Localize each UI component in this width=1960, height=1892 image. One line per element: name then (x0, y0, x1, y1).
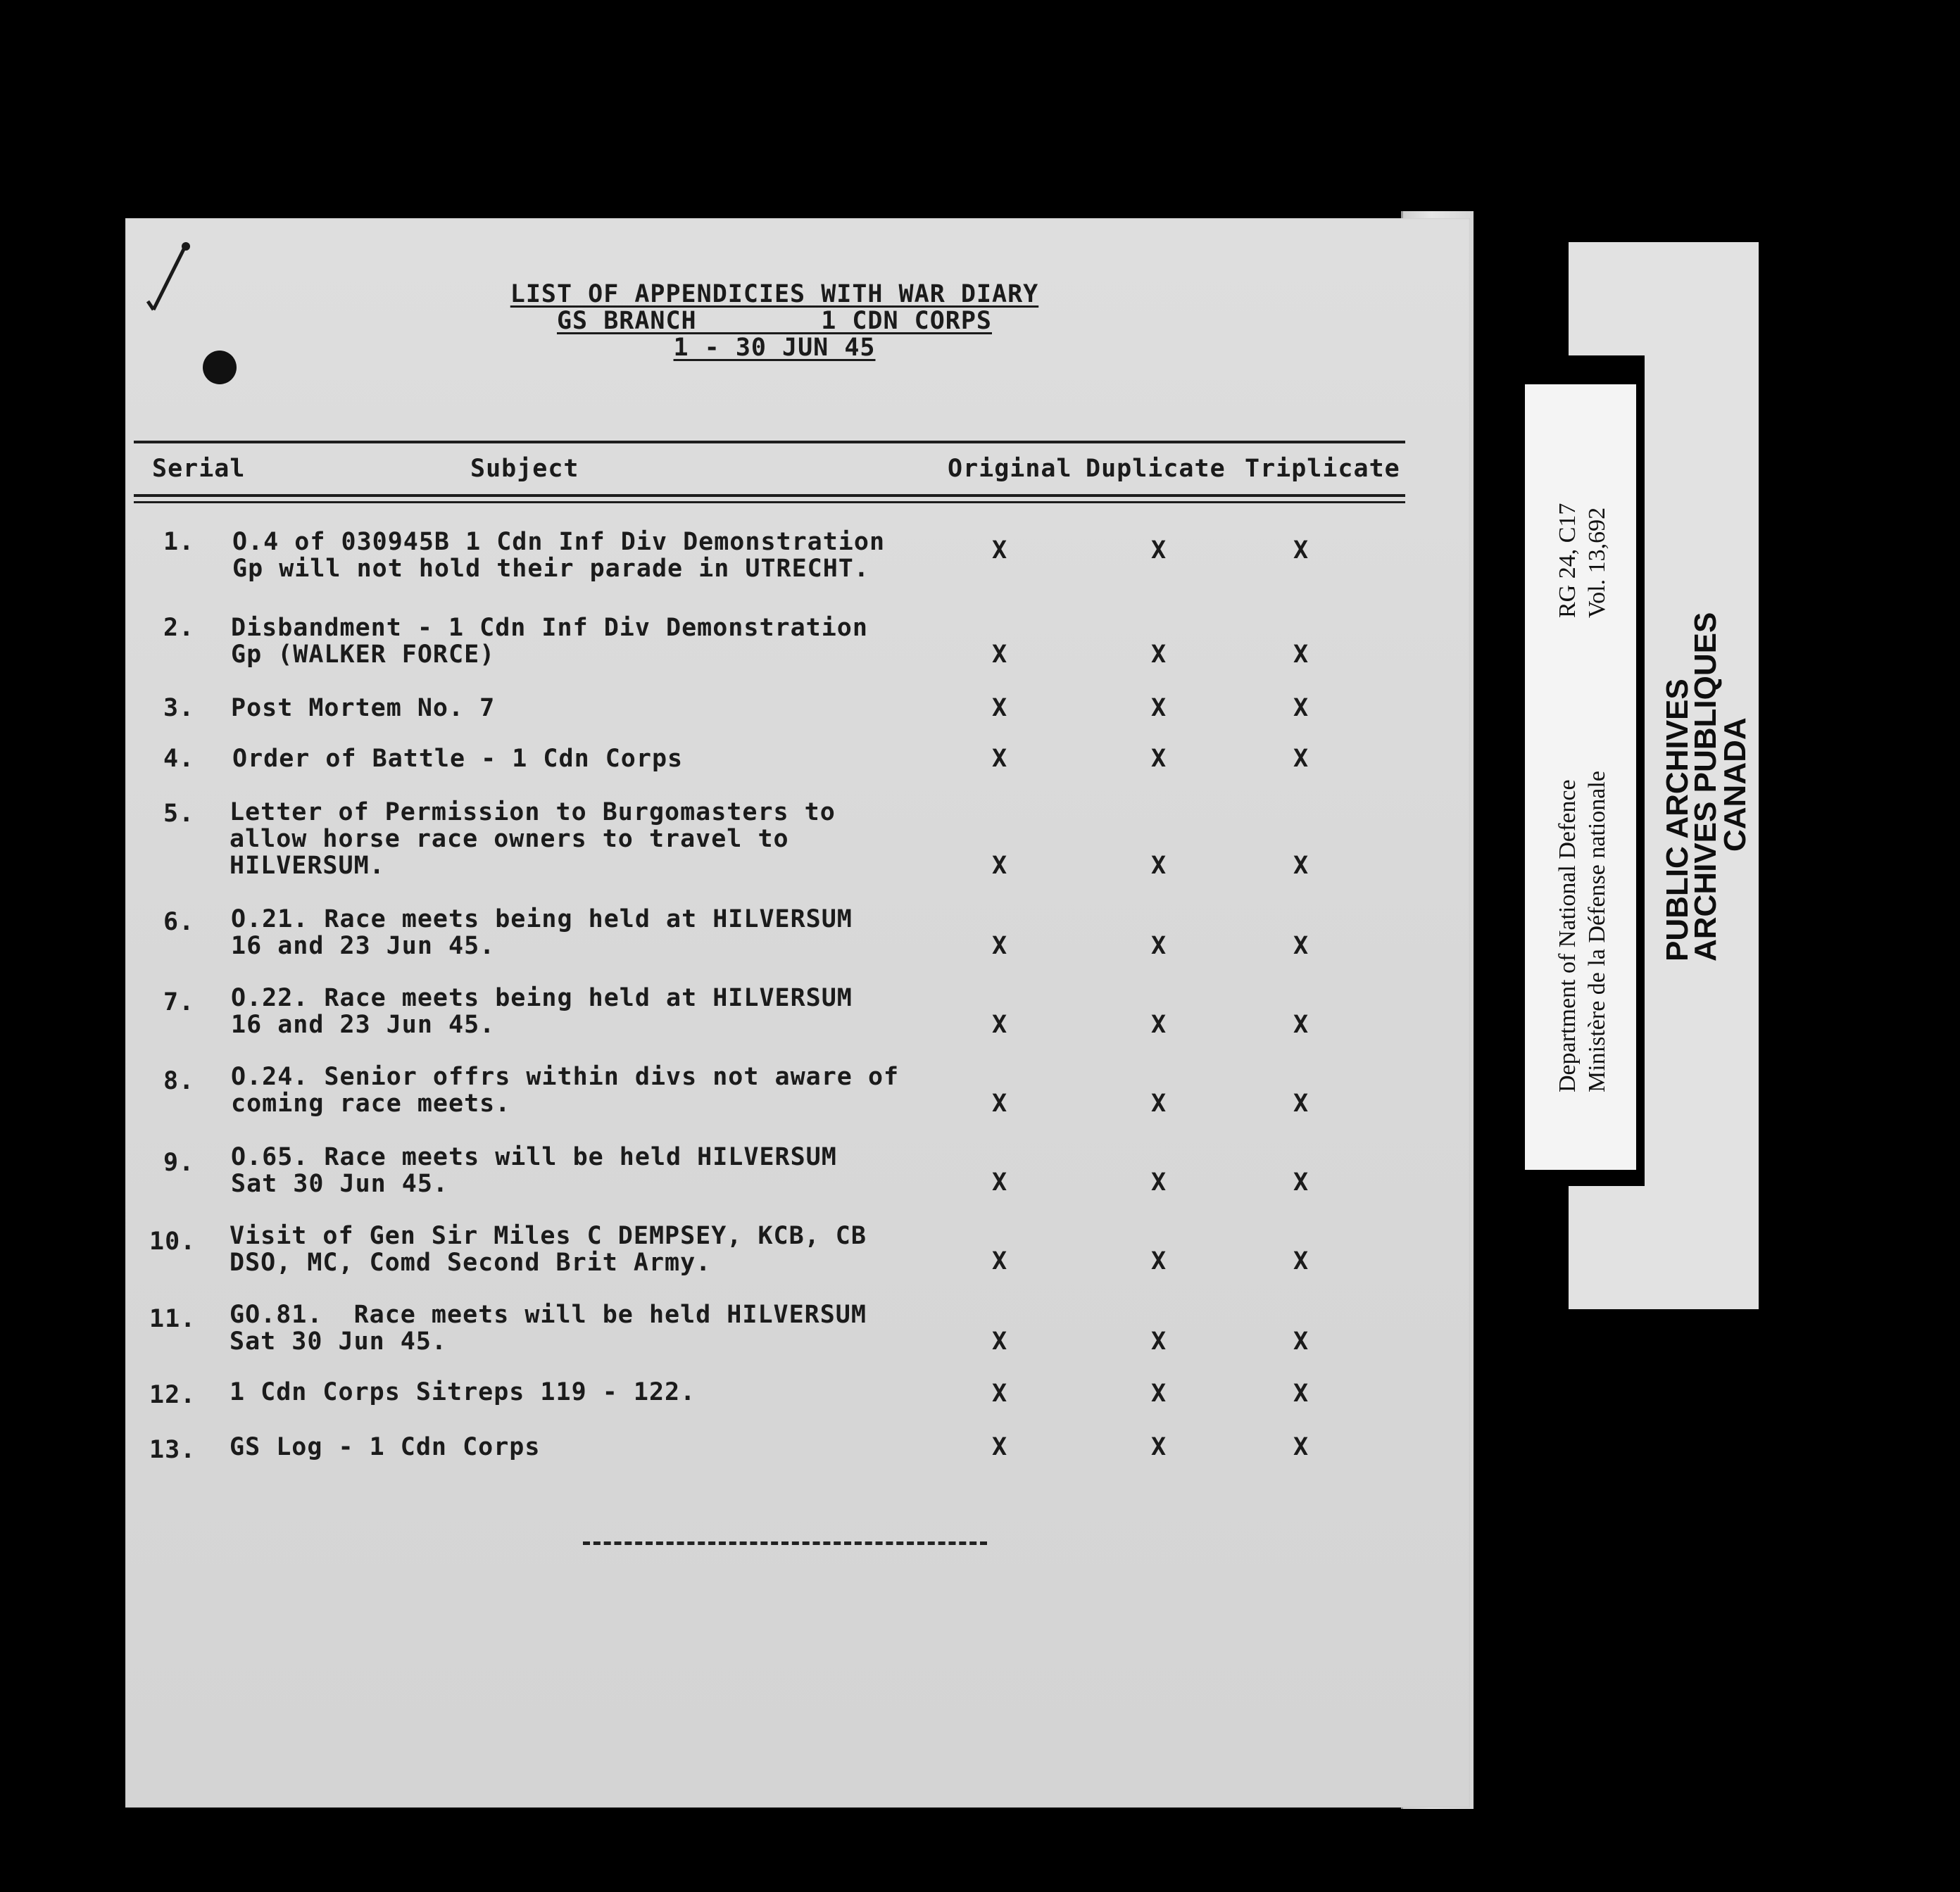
duplicate-mark: X (1150, 1011, 1167, 1039)
ref-volume: Vol. 13,692 (1584, 507, 1610, 618)
duplicate-mark: X (1150, 536, 1167, 565)
original-mark: X (991, 536, 1008, 565)
title-line-2: GS BRANCH 1 CDN CORPS (556, 307, 992, 335)
original-mark: X (991, 852, 1008, 880)
original-mark: X (991, 1433, 1008, 1461)
duplicate-mark: X (1150, 1327, 1167, 1356)
duplicate-mark: X (1150, 1247, 1167, 1275)
triplicate-mark: X (1293, 1168, 1309, 1197)
title-line-3: 1 - 30 JUN 45 (673, 334, 876, 362)
duplicate-mark: X (1150, 694, 1167, 722)
duplicate-mark: X (1150, 1090, 1167, 1118)
original-mark: X (991, 694, 1008, 722)
original-mark: X (991, 932, 1008, 960)
row-subject-line: O.24. Senior offrs within divs not aware of (231, 1063, 900, 1091)
column-triplicate: Triplicate (1245, 455, 1400, 483)
row-subject-line: Disbandment - 1 Cdn Inf Div Demonstration (231, 614, 868, 642)
stamp-line-archives-publiques: ARCHIVES PUBLIQUES (1688, 612, 1723, 961)
duplicate-mark: X (1150, 1433, 1167, 1461)
row-serial: 1. (163, 528, 195, 556)
duplicate-mark: X (1150, 641, 1167, 669)
triplicate-mark: X (1293, 641, 1309, 669)
triplicate-mark: X (1293, 745, 1309, 773)
row-serial: 9. (163, 1149, 195, 1177)
row-subject-line: O.21. Race meets being held at HILVERSUM (231, 905, 853, 933)
triplicate-mark: X (1293, 1247, 1309, 1275)
original-mark: X (991, 1011, 1008, 1039)
column-serial: Serial (152, 455, 246, 483)
row-subject-line: HILVERSUM. (230, 852, 385, 880)
triplicate-mark: X (1293, 694, 1309, 722)
original-mark: X (991, 1168, 1008, 1197)
closing-dashed-rule (583, 1541, 987, 1545)
row-subject-line: Letter of Permission to Burgomasters to (230, 798, 836, 826)
check-tick-icon (141, 239, 197, 324)
row-serial: 5. (163, 800, 195, 828)
column-subject: Subject (470, 455, 579, 483)
column-duplicate: Duplicate (1086, 455, 1226, 483)
row-subject-line: O.22. Race meets being held at HILVERSUM (231, 984, 853, 1012)
row-subject-line: O.4 of 030945B 1 Cdn Inf Div Demonstration (232, 528, 886, 556)
header-double-rule (134, 501, 1405, 503)
column-original: Original (948, 455, 1072, 483)
row-subject-line: GO.81. Race meets will be held HILVERSUM (230, 1301, 867, 1329)
original-mark: X (991, 745, 1008, 773)
duplicate-mark: X (1150, 745, 1167, 773)
original-mark: X (991, 1247, 1008, 1275)
triplicate-mark: X (1293, 1327, 1309, 1356)
row-subject-line: allow horse race owners to travel to (230, 825, 789, 853)
row-subject-line: Post Mortem No. 7 (231, 694, 496, 722)
row-subject-line: 1 Cdn Corps Sitreps 119 - 122. (230, 1378, 696, 1406)
row-subject-line: Gp (WALKER FORCE) (231, 641, 496, 669)
triplicate-mark: X (1293, 932, 1309, 960)
original-mark: X (991, 641, 1008, 669)
duplicate-mark: X (1150, 852, 1167, 880)
header-top-rule (134, 441, 1405, 443)
title-line-1: LIST OF APPENDICIES WITH WAR DIARY (510, 280, 1039, 308)
original-mark: X (991, 1380, 1008, 1408)
row-serial: 4. (163, 745, 195, 773)
row-serial: 7. (163, 988, 195, 1016)
duplicate-mark: X (1150, 1168, 1167, 1197)
stamp-line-canada: CANADA (1718, 717, 1752, 852)
triplicate-mark: X (1293, 536, 1309, 565)
row-serial: 3. (163, 694, 195, 722)
row-subject-line: Visit of Gen Sir Miles C DEMPSEY, KCB, CB (230, 1222, 867, 1250)
row-subject-line: 16 and 23 Jun 45. (231, 932, 496, 960)
row-serial: 2. (163, 614, 195, 642)
duplicate-mark: X (1150, 1380, 1167, 1408)
original-mark: X (991, 1327, 1008, 1356)
row-serial: 12. (149, 1381, 196, 1409)
original-mark: X (991, 1090, 1008, 1118)
row-subject-line: Order of Battle - 1 Cdn Corps (232, 745, 684, 773)
triplicate-mark: X (1293, 1433, 1309, 1461)
row-serial: 6. (163, 908, 195, 936)
row-subject-line: 16 and 23 Jun 45. (231, 1011, 496, 1039)
row-subject-line: Gp will not hold their parade in UTRECHT. (232, 555, 869, 583)
ref-department-fr: Ministère de la Défense nationale (1584, 771, 1610, 1092)
hole-punch-icon (203, 351, 237, 384)
row-subject-line: DSO, MC, Comd Second Brit Army. (230, 1249, 712, 1277)
stamp-line-public-archives: PUBLIC ARCHIVES (1660, 679, 1695, 961)
triplicate-mark: X (1293, 1011, 1309, 1039)
row-subject-line: coming race meets. (231, 1090, 511, 1118)
triplicate-mark: X (1293, 1090, 1309, 1118)
row-subject-line: GS Log - 1 Cdn Corps (230, 1433, 541, 1461)
triplicate-mark: X (1293, 852, 1309, 880)
row-subject-line: O.65. Race meets will be held HILVERSUM (231, 1143, 837, 1171)
row-serial: 11. (149, 1305, 196, 1333)
ref-department-en: Department of National Defence (1554, 779, 1581, 1092)
row-serial: 10. (149, 1228, 196, 1256)
row-serial: 13. (149, 1436, 196, 1464)
row-serial: 8. (163, 1067, 195, 1095)
triplicate-mark: X (1293, 1380, 1309, 1408)
header-bottom-rule (134, 494, 1405, 497)
duplicate-mark: X (1150, 932, 1167, 960)
document-title (451, 280, 1098, 372)
ref-record-group: RG 24, C17 (1554, 503, 1581, 618)
row-subject-line: Sat 30 Jun 45. (231, 1170, 449, 1198)
row-subject-line: Sat 30 Jun 45. (230, 1327, 448, 1356)
